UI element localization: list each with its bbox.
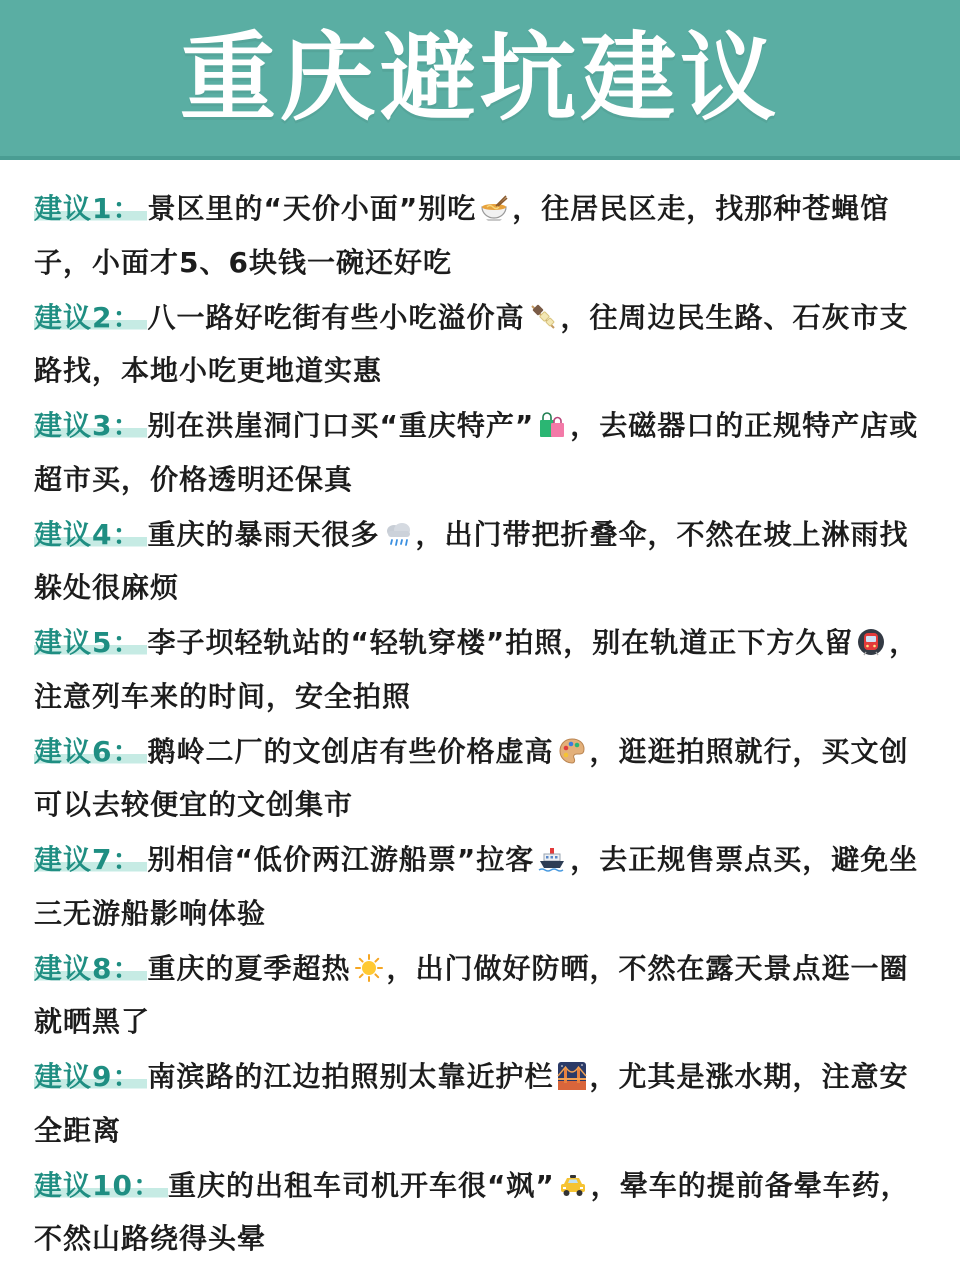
tip-item [34,725,934,832]
tip-text-continued: ，去正规售票点买，避免坐三无游船影响体验 [34,843,919,930]
tip-text: 鹅岭二厂的文创店有些价格虚高 [147,734,554,768]
tip-label: 建议4： [34,518,147,551]
tip-item [34,942,934,1049]
tip-item [34,616,934,723]
bridge-night-icon [557,1061,587,1091]
tip-text: 重庆的暴雨天很多 [147,517,380,551]
tip-label: 建议5： [34,626,147,659]
taxi-icon [558,1170,588,1200]
tip-text: 重庆的出租车司机开车很“飒” [167,1168,555,1202]
tip-item [34,291,934,398]
skewer-food-icon [528,302,558,332]
tip-label: 建议3： [34,409,147,442]
tip-item [34,833,934,940]
tip-text-continued: ，出门做好防晒，不然在露天景点逛一圈就晒黑了 [34,951,909,1038]
metro-train-icon [856,627,886,657]
tip-label: 建议6： [34,735,147,768]
tip-label: 建议9： [34,1060,147,1093]
tip-label: 建议8： [34,952,147,985]
tip-text: 景区里的“天价小面”别吃 [147,192,477,225]
tip-label: 建议1： [34,192,147,225]
tip-item [34,1050,934,1157]
tip-item [34,508,934,615]
tip-text-continued: ，往居民区走，找那种苍蝇馆子，小面才5、6块钱一碗还好吃 [34,192,890,279]
sun-icon [354,953,384,983]
tip-text: 别相信“低价两江游船票”拉客 [147,843,535,876]
tip-text: 李子坝轻轨站的“轻轨穿楼”拍照，别在轨道正下方久留 [147,626,854,659]
tip-label: 建议2： [34,301,147,334]
tip-text-continued: ，尤其是涨水期，注意安全距离 [34,1060,909,1147]
tip-item [34,1159,934,1266]
title-banner [0,0,960,160]
noodle-bowl-icon [479,193,509,223]
tip-text: 重庆的夏季超热 [147,951,351,985]
tip-text-continued: ，出门带把折叠伞，不然在坡上淋雨找躲处很麻烦 [34,517,909,604]
tip-text: 八一路好吃街有些小吃溢价高 [147,300,525,334]
ship-icon [537,844,567,874]
tip-text-continued: ，往周边民生路、石灰市支路找，本地小吃更地道实惠 [34,300,909,387]
rain-cloud-icon [383,519,413,549]
tip-label: 建议10： [34,1169,168,1202]
tip-item [34,182,934,289]
tip-text-continued: ，逛逛拍照就行，买文创可以去较便宜的文创集市 [34,734,909,821]
tip-text-continued: ，注意列车来的时间，安全拍照 [34,626,919,713]
palette-icon [557,736,587,766]
tip-label: 建议7： [34,843,147,876]
tip-text-continued: ，晕车的提前备晕车药，不然山路绕得头晕 [34,1168,910,1255]
page-title: 重庆避坑建议 [180,22,780,134]
tip-text: 别在洪崖洞门口买“重庆特产” [147,409,535,442]
tip-text: 南滨路的江边拍照别太靠近护栏 [147,1060,554,1093]
shopping-bag-icon [537,410,567,440]
tips-list [34,182,934,1267]
tip-item [34,399,934,506]
tip-text-continued: ，去磁器口的正规特产店或超市买，价格透明还保真 [34,409,919,496]
